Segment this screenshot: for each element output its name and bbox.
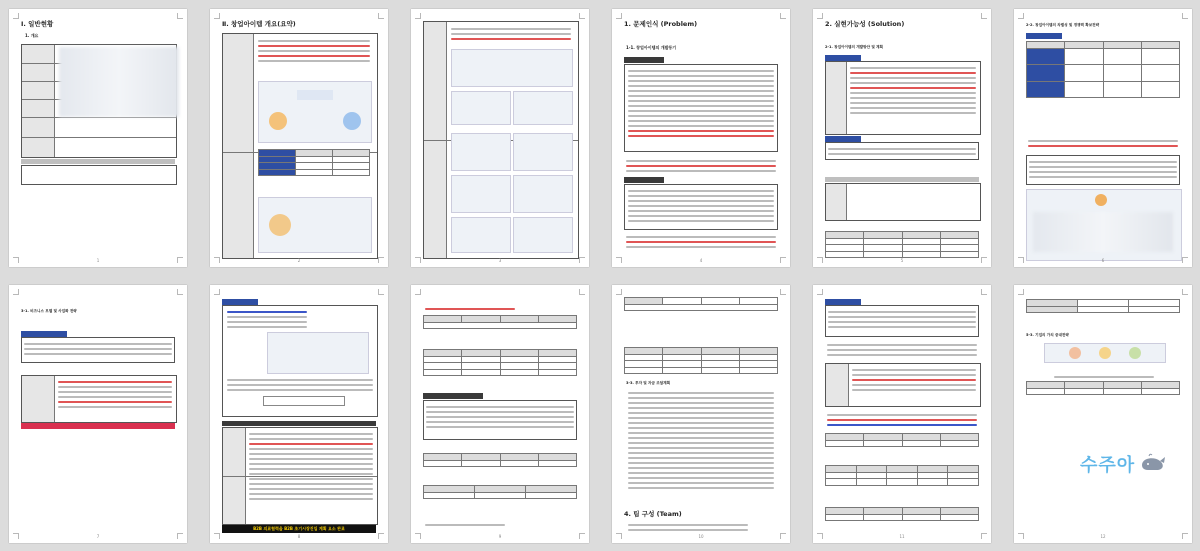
page-thumbnail-7[interactable] — [9, 285, 187, 543]
page-number: 9 — [498, 534, 502, 539]
crop-mark — [780, 289, 786, 295]
page-heading: Ⅱ. 창업아이템 개요(요약) — [222, 20, 296, 28]
bullet-lines — [1028, 137, 1178, 150]
budget-table — [423, 315, 577, 329]
section-label — [624, 177, 664, 183]
page-subheading: 3-3. 투자 및 자금 조달계획 — [626, 381, 671, 385]
text-lines — [258, 37, 370, 65]
screenshot-image — [513, 91, 573, 125]
heading-line — [425, 305, 575, 313]
esg-table — [1026, 299, 1180, 313]
page-heading: 1. 문제인식 (Problem) — [624, 20, 698, 28]
crop-mark — [616, 289, 622, 295]
page-subheading: 2-1. 창업아이템의 개발방안 및 계획 — [825, 45, 883, 49]
note-box — [825, 142, 979, 160]
crop-mark — [214, 289, 220, 295]
text-box — [624, 184, 778, 230]
page-subheading: 2-2. 창업아이템의 차별성 및 경쟁력 확보전략 — [1026, 23, 1100, 27]
crop-mark — [13, 289, 19, 295]
crop-mark — [378, 13, 384, 19]
bullet-lines — [626, 233, 776, 251]
page-thumbnail-9[interactable] — [411, 285, 589, 543]
crop-mark — [981, 13, 987, 19]
page-number: 1 — [96, 258, 100, 263]
screenshot-image — [513, 175, 573, 213]
table-header-bar — [21, 159, 175, 164]
team-table — [825, 363, 981, 407]
text-box — [423, 400, 577, 440]
page-thumbnail-3[interactable] — [411, 9, 589, 267]
team-table — [21, 165, 177, 185]
crop-mark — [579, 289, 585, 295]
page-number: 11 — [899, 534, 905, 539]
page-thumbnail-2[interactable] — [210, 9, 388, 267]
crop-mark — [177, 13, 183, 19]
text-box — [825, 305, 979, 337]
table-header-bar — [222, 421, 376, 426]
crop-mark — [214, 13, 220, 19]
page-subheading: 3-1. 비즈니스 모델 및 사업화 전략 — [21, 309, 77, 313]
plan-table — [825, 183, 981, 221]
page-number: 7 — [96, 534, 100, 539]
screenshot-image — [451, 217, 511, 253]
phase-table — [222, 427, 378, 525]
screenshot-image — [513, 217, 573, 253]
banner: B2B 의료협력을 B2B 초기시장진입 계획 요소 완료 — [222, 525, 376, 533]
page-thumbnail-6[interactable] — [1014, 9, 1192, 267]
highlight-bar — [21, 423, 175, 429]
content-box — [222, 305, 378, 417]
partner-table — [825, 507, 979, 521]
page-thumbnail-11[interactable] — [813, 285, 991, 543]
section-label — [423, 393, 483, 399]
table-header-bar — [825, 177, 979, 182]
section-label — [624, 57, 664, 63]
brand-logo: 수주아 — [1080, 455, 1136, 476]
page-heading: 2. 실현가능성 (Solution) — [825, 20, 905, 28]
page-thumbnail-4[interactable] — [612, 9, 790, 267]
text-box — [21, 337, 175, 363]
crop-mark — [13, 13, 19, 19]
crop-mark — [1018, 13, 1024, 19]
screenshot-image — [513, 133, 573, 171]
page-heading: 4. 팀 구성 (Team) — [624, 510, 682, 518]
crop-mark — [1182, 289, 1188, 295]
page-number: 6 — [1101, 258, 1105, 263]
crop-mark — [817, 289, 823, 295]
plan-table — [825, 61, 981, 135]
bullet-lines — [626, 157, 776, 175]
diagram-image — [258, 81, 372, 143]
comparison-table — [1026, 41, 1180, 98]
page-subheading: 1. 개요 — [25, 33, 39, 38]
text-lines — [628, 389, 774, 492]
section-label — [1026, 33, 1062, 39]
page-thumbnail-8[interactable] — [210, 285, 388, 543]
page-heading: Ⅰ. 일반현황 — [21, 20, 54, 28]
text-box — [1026, 155, 1180, 185]
funding-table — [423, 485, 577, 499]
crop-mark — [415, 289, 421, 295]
page-thumbnail-5[interactable] — [813, 9, 991, 267]
screenshot-image — [451, 133, 511, 171]
cert-table — [1026, 381, 1180, 395]
screenshot-image — [451, 175, 511, 213]
whale-icon — [1140, 453, 1166, 477]
investment-table — [624, 347, 778, 374]
funding-table — [624, 297, 778, 311]
blurred-content — [59, 47, 179, 117]
crop-mark — [616, 13, 622, 19]
page-thumbnail-10[interactable] — [612, 285, 790, 543]
crop-mark — [415, 13, 421, 19]
page-number: 8 — [297, 534, 301, 539]
screenshot-image — [451, 91, 511, 125]
strategy-table — [21, 375, 177, 423]
page-subheading: 1-1. 창업아이템의 개발동기 — [626, 45, 677, 50]
schedule-table — [825, 231, 979, 258]
caption-line — [1054, 373, 1154, 381]
page-number: 10 — [698, 534, 704, 539]
crop-mark — [177, 289, 183, 295]
page-number: 12 — [1100, 534, 1106, 539]
bullet-lines — [425, 521, 505, 529]
crop-mark — [780, 13, 786, 19]
crop-mark — [579, 13, 585, 19]
page-thumbnail-1[interactable] — [9, 9, 187, 267]
bullet-lines — [827, 341, 977, 359]
page-thumbnail-12[interactable] — [1014, 285, 1192, 543]
crop-mark — [378, 289, 384, 295]
product-image — [258, 197, 372, 253]
text-box — [624, 64, 778, 152]
page-number: 3 — [498, 258, 502, 263]
crop-mark — [1018, 289, 1024, 295]
page-number: 4 — [699, 258, 703, 263]
crop-mark — [981, 289, 987, 295]
page-number: 5 — [900, 258, 904, 263]
flow-diagram — [451, 49, 573, 87]
text-lines — [451, 25, 571, 43]
spec-table — [258, 149, 370, 176]
mockup-image — [1026, 189, 1182, 261]
bullet-lines — [827, 411, 977, 429]
value-diagram — [1044, 343, 1166, 363]
page-subheading: 5-3. 기업의 가치 증대전략 — [1026, 333, 1069, 337]
crop-mark — [817, 13, 823, 19]
hiring-table — [825, 465, 979, 486]
budget-table — [423, 349, 577, 376]
staff-table — [825, 433, 979, 447]
page-number: 2 — [297, 258, 301, 263]
text-lines — [628, 521, 748, 534]
crop-mark — [1182, 13, 1188, 19]
funding-table — [423, 453, 577, 467]
